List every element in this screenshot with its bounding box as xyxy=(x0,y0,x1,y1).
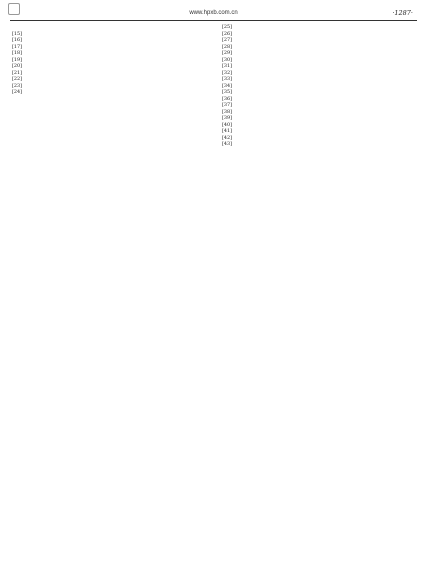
reference-number: [26] xyxy=(222,30,233,37)
references-right-column xyxy=(222,24,418,148)
reference-text xyxy=(234,24,412,28)
reference-number: [40] xyxy=(222,121,233,128)
reference-text xyxy=(234,122,412,126)
reference-number: [15] xyxy=(12,30,23,37)
reference-text xyxy=(234,141,412,145)
reference-text xyxy=(234,115,412,119)
reference-text xyxy=(234,102,412,106)
reference-number: [39] xyxy=(222,115,233,121)
reference-number: [31] xyxy=(222,63,233,69)
reference-number: [43] xyxy=(222,141,233,147)
reference-number: [16] xyxy=(12,37,23,43)
reference-number: [38] xyxy=(222,108,233,115)
journal-url: www.hpxb.com.cn xyxy=(189,10,238,16)
reference-number: [36] xyxy=(222,95,233,102)
reference-number: [27] xyxy=(222,37,233,43)
reference-number: [35] xyxy=(222,89,233,95)
reference-text xyxy=(234,76,412,80)
reference-text xyxy=(234,83,412,87)
reference-number: [32] xyxy=(222,69,233,76)
reference-text xyxy=(24,31,202,35)
reference-number: [19] xyxy=(12,56,23,63)
reference-text xyxy=(24,83,202,87)
reference-text xyxy=(24,70,202,74)
reference-number: [42] xyxy=(222,134,233,141)
reference-text xyxy=(234,31,412,35)
reference-number: [28] xyxy=(222,43,233,50)
reference-number: [29] xyxy=(222,50,233,56)
reference-text xyxy=(234,37,412,41)
reference-text xyxy=(234,50,412,54)
reference-text xyxy=(24,89,202,93)
reference-number: [18] xyxy=(12,50,23,56)
reference-text xyxy=(24,57,202,61)
reference-text xyxy=(24,76,202,80)
reference-number: [30] xyxy=(222,56,233,63)
reference-number: [17] xyxy=(12,43,23,50)
reference-text xyxy=(24,37,202,41)
reference-text xyxy=(24,63,202,67)
reference-number: [23] xyxy=(12,82,23,89)
reference-text xyxy=(234,96,412,100)
reference-number: [21] xyxy=(12,69,23,76)
reference-number: [25] xyxy=(222,24,233,30)
reference-text xyxy=(234,63,412,67)
reference-number: [41] xyxy=(222,128,233,134)
reference-text xyxy=(234,44,412,48)
reference-number: [34] xyxy=(222,82,233,89)
reference-number: [24] xyxy=(12,89,23,95)
header-rule xyxy=(10,20,417,21)
reference-entry xyxy=(12,89,208,96)
reference-text xyxy=(234,70,412,74)
page-number: ·1287· xyxy=(392,9,413,17)
reference-number: [20] xyxy=(12,63,23,69)
reference-text xyxy=(234,109,412,113)
reference-text xyxy=(234,89,412,93)
reference-entry xyxy=(222,141,418,148)
reference-text xyxy=(234,135,412,139)
reference-number: [33] xyxy=(222,76,233,82)
page-header xyxy=(0,0,427,26)
reference-text xyxy=(24,44,202,48)
reference-text xyxy=(24,50,202,54)
reference-text xyxy=(234,128,412,132)
reference-text xyxy=(234,57,412,61)
reference-number: [37] xyxy=(222,102,233,108)
reference-number: [22] xyxy=(12,76,23,82)
reference-text xyxy=(24,24,202,28)
references-left-column xyxy=(12,24,208,96)
